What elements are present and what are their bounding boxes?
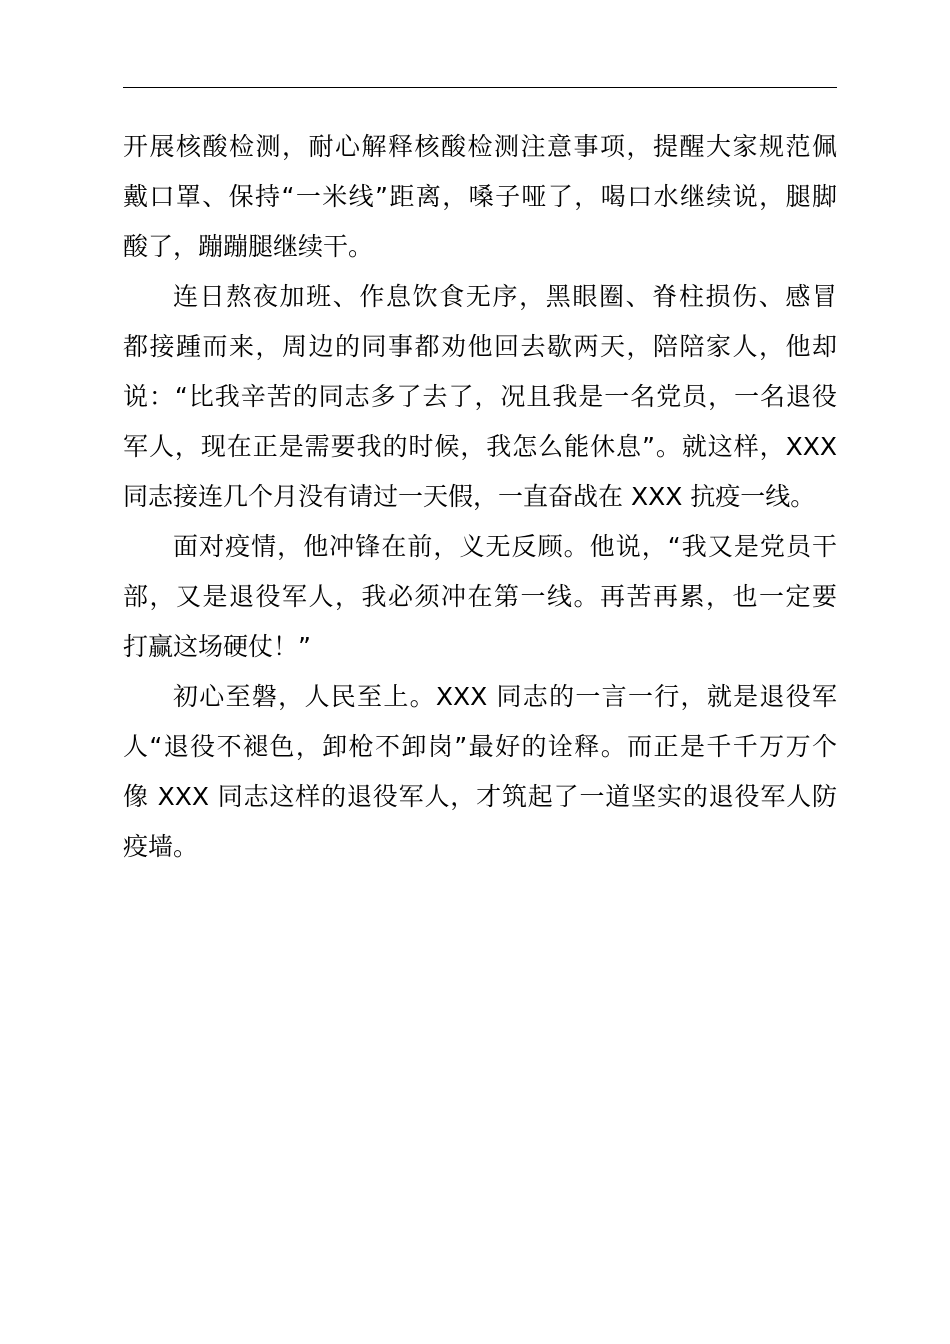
text-line: 说：“比我辛苦的同志多了去了，况且我是一名党员，一名退役 (123, 382, 837, 411)
text-line: 酸了，蹦蹦腿继续干。 (123, 232, 374, 261)
text-line: 同志接连几个月没有请过一天假，一直奋战在 XXX 抗疫一线。 (123, 482, 816, 511)
text-line: 疫墙。 (123, 832, 199, 861)
text-line: 人“退役不褪色，卸枪不卸岗”最好的诠释。而正是千千万万个 (123, 732, 837, 761)
text-line: 开展核酸检测，耐心解释核酸检测注意事项，提醒大家规范佩 (123, 132, 837, 161)
text-line: 军人，现在正是需要我的时候，我怎么能休息”。就这样，XXX (123, 432, 837, 461)
paragraph-first-line: 面对疫情，他冲锋在前，义无反顾。他说，“我又是党员干 (173, 532, 837, 561)
paragraph-first-line: 连日熬夜加班、作息饮食无序，黑眼圈、脊柱损伤、感冒 (173, 282, 837, 311)
text-line: 部，又是退役军人，我必须冲在第一线。再苦再累，也一定要 (123, 582, 837, 611)
text-line: 戴口罩、保持“一米线”距离，嗓子哑了，喝口水继续说，腿脚 (123, 182, 837, 211)
text-line: 打赢这场硬仗！” (123, 632, 311, 661)
paragraph-first-line: 初心至磐，人民至上。XXX 同志的一言一行，就是退役军 (173, 682, 837, 711)
header-rule (123, 87, 837, 88)
text-line: 像 XXX 同志这样的退役军人，才筑起了一道坚实的退役军人防 (123, 782, 837, 811)
text-line: 都接踵而来，周边的同事都劝他回去歇两天，陪陪家人，他却 (123, 332, 837, 361)
